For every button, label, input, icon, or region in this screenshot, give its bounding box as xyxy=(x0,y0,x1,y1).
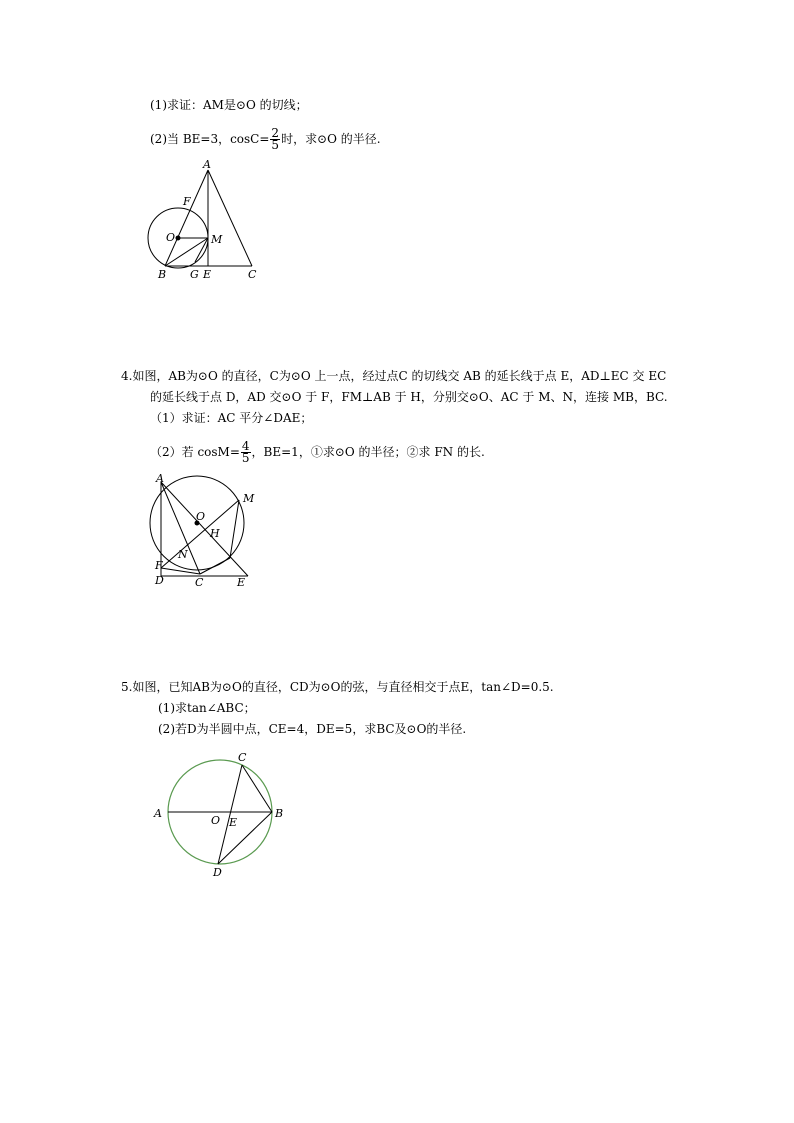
q4-label-e: E xyxy=(237,576,246,589)
q3-part1: (1)求证：AM是⊙O 的切线； xyxy=(150,98,308,112)
q5-label-d: D xyxy=(213,866,222,879)
q5-label-b: B xyxy=(275,807,284,820)
q5-part1: (1)求tan∠ABC； xyxy=(158,701,256,715)
q4-fraction xyxy=(241,441,251,464)
q4-part2-post: ，BE=1，①求⊙O 的半径；②求 FN 的长. xyxy=(251,445,485,459)
q3-segment-om-g xyxy=(195,238,208,262)
q5-part2: (2)若D为半圆中点，CE=4，DE=5，求BC及⊙O的半径. xyxy=(158,722,467,736)
q3-part2-post: 时，求⊙O 的半径. xyxy=(281,132,381,146)
q5-label-o: O xyxy=(211,814,221,827)
q4-segment-fc xyxy=(161,568,200,574)
q4-frac-den: 5 xyxy=(241,451,250,465)
q4-label-m: M xyxy=(243,492,255,505)
q4-frac-num: 4 xyxy=(241,439,250,453)
q5-segment-db xyxy=(218,812,272,864)
q4-line1: 4.如图，AB为⊙O 的直径，C为⊙O 上一点，经过点C 的切线交 AB 的延长线于点 E，AD⊥EC 交 EC xyxy=(121,369,667,383)
q3-frac-num: 2 xyxy=(271,126,280,140)
q3-label-b: B xyxy=(158,268,167,281)
q4-label-d: D xyxy=(155,574,164,587)
q3-figure xyxy=(140,158,270,283)
q5-label-c: C xyxy=(238,751,247,764)
q3-label-a: A xyxy=(203,158,211,171)
q3-label-o: O xyxy=(166,231,176,244)
q3-frac-den: 5 xyxy=(271,138,280,152)
q5-figure xyxy=(150,750,290,880)
q3-fraction xyxy=(270,128,280,151)
q5-line1: 5.如图，已知AB为⊙O的直径，CD为⊙O的弦，与直径相交于点E，tan∠D=0.5. xyxy=(121,680,554,694)
q4-line2: 的延长线于点 D，AD 交⊙O 于 F，FM⊥AB 于 H，分别交⊙O、AC 于 M、N，连接 MB，BC. xyxy=(150,390,668,404)
q4-label-a: A xyxy=(156,472,164,485)
q3-label-g: G xyxy=(190,268,199,281)
q4-figure xyxy=(140,470,265,592)
q4-label-o: O xyxy=(196,510,206,523)
q4-part1: （1）求证：AC 平分∠DAE； xyxy=(150,411,313,425)
q4-label-c: C xyxy=(195,576,204,589)
q4-segment-bc xyxy=(200,558,230,574)
q4-segment-mb xyxy=(230,500,239,558)
q3-segment-ac xyxy=(208,170,252,266)
q4-part2-pre: （2）若 cosM= xyxy=(150,445,240,459)
q5-segment-cb xyxy=(242,765,272,812)
q5-label-a: A xyxy=(154,807,162,820)
q4-label-h: H xyxy=(210,527,220,540)
q3-label-f: F xyxy=(183,195,191,208)
q3-part2-pre: (2)当 BE=3，cosC= xyxy=(150,132,270,146)
q3-part2 xyxy=(150,128,381,151)
q3-label-e: E xyxy=(203,268,212,281)
q5-chord-cd xyxy=(218,765,242,864)
q3-center-dot xyxy=(176,236,181,241)
q5-label-e: E xyxy=(229,816,238,829)
q4-label-n: N xyxy=(178,548,188,561)
q4-part2 xyxy=(150,441,485,464)
q3-label-m: M xyxy=(211,233,223,246)
q3-label-c: C xyxy=(248,268,257,281)
q4-label-f: F xyxy=(155,559,163,572)
